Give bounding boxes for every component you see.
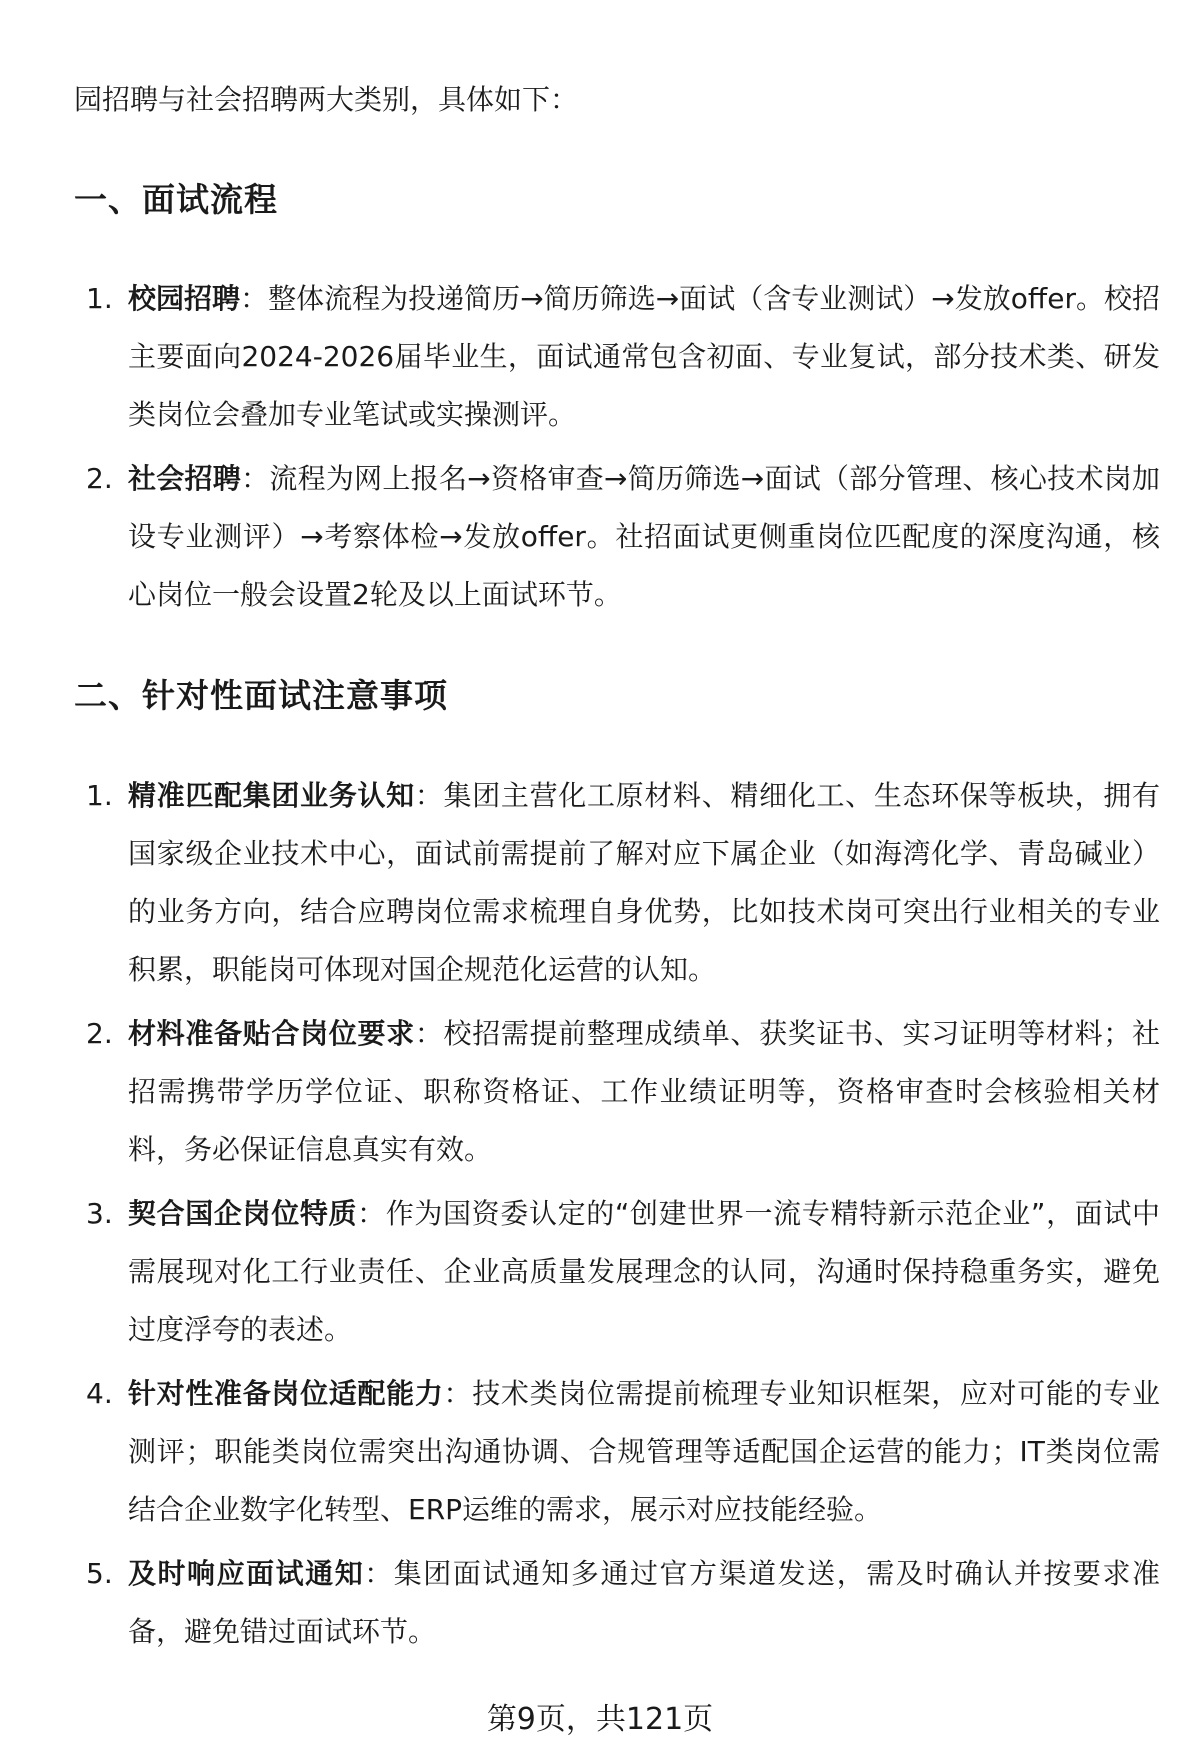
list-item-title: 针对性准备岗位适配能力 bbox=[128, 1377, 444, 1410]
list-item-body bbox=[128, 1365, 1160, 1539]
list-item-text: ：集团主营化工原材料、精细化工、生态环保等板块，拥有国家级企业技术中心，面试前需提前了解对应下属企业（如海湾化学、青岛碱业）的业务方向，结合应聘岗位需求梳理自身优势，比如技术岗可突出行业相关的专业积累，职能岗可体现对国企规范化运营的认知。 bbox=[128, 779, 1160, 986]
list-item bbox=[0, 1365, 1160, 1539]
list-item-number: 4. bbox=[86, 1377, 113, 1410]
intro-text: 园招聘与社会招聘两大类别，具体如下： bbox=[74, 83, 579, 116]
section-heading-interview-tips: 二、针对性面试注意事项 bbox=[74, 676, 448, 715]
list-item-body bbox=[128, 270, 1160, 444]
list-item-text: ：整体流程为投递简历→简历筛选→面试（含专业测试）→发放offer。校招主要面向2024-2026届毕业生，面试通常包含初面、专业复试，部分技术类、研发类岗位会叠加专业笔试或实操测评。 bbox=[128, 282, 1160, 431]
list-item bbox=[0, 450, 1160, 624]
section-heading-interview-process: 一、面试流程 bbox=[74, 180, 278, 219]
list-item-number: 1. bbox=[86, 282, 113, 315]
list-item-title: 材料准备贴合岗位要求 bbox=[128, 1017, 415, 1050]
list-item-number: 2. bbox=[86, 462, 113, 495]
list-item-body bbox=[128, 1185, 1160, 1359]
list-item-title: 精准匹配集团业务认知 bbox=[128, 779, 415, 812]
page-number-footer: 第9页，共121页 bbox=[486, 1702, 714, 1737]
list-item-text: ：作为国资委认定的“创建世界一流专精特新示范企业”，面试中需展现对化工行业责任、企业高质量发展理念的认同，沟通时保持稳重务实，避免过度浮夸的表述。 bbox=[128, 1197, 1160, 1346]
list-item-title: 校园招聘 bbox=[128, 282, 241, 315]
list-item-number: 5. bbox=[86, 1557, 113, 1590]
list-item-body bbox=[128, 1005, 1160, 1179]
list-item-body bbox=[128, 1545, 1160, 1661]
interview-process-list bbox=[0, 270, 1200, 630]
list-item-text: ：技术类岗位需提前梳理专业知识框架，应对可能的专业测评；职能类岗位需突出沟通协调、合规管理等适配国企运营的能力；IT类岗位需结合企业数字化转型、ERP运维的需求，展示对应技能经验。 bbox=[128, 1377, 1160, 1526]
list-item bbox=[0, 1545, 1160, 1661]
list-item-title: 社会招聘 bbox=[128, 462, 242, 495]
list-item-text: ：校招需提前整理成绩单、获奖证书、实习证明等材料；社招需携带学历学位证、职称资格证、工作业绩证明等，资格审查时会核验相关材料，务必保证信息真实有效。 bbox=[128, 1017, 1160, 1166]
list-item-body bbox=[128, 767, 1160, 999]
list-item-title: 及时响应面试通知 bbox=[128, 1557, 365, 1590]
list-item bbox=[0, 1185, 1160, 1359]
list-item bbox=[0, 1005, 1160, 1179]
list-item-number: 2. bbox=[86, 1017, 113, 1050]
list-item bbox=[0, 270, 1160, 444]
list-item-text: ：集团面试通知多通过官方渠道发送，需及时确认并按要求准备，避免错过面试环节。 bbox=[128, 1557, 1160, 1648]
list-item-number: 1. bbox=[86, 779, 113, 812]
list-item bbox=[0, 767, 1160, 999]
list-item-title: 契合国企岗位特质 bbox=[128, 1197, 358, 1230]
list-item-number: 3. bbox=[86, 1197, 113, 1230]
interview-tips-list bbox=[0, 767, 1200, 1667]
list-item-body bbox=[128, 450, 1160, 624]
list-item-text: ：流程为网上报名→资格审查→简历筛选→面试（部分管理、核心技术岗加设专业测评）→考察体检→发放offer。社招面试更侧重岗位匹配度的深度沟通，核心岗位一般会设置2轮及以上面试环节。 bbox=[128, 462, 1160, 611]
